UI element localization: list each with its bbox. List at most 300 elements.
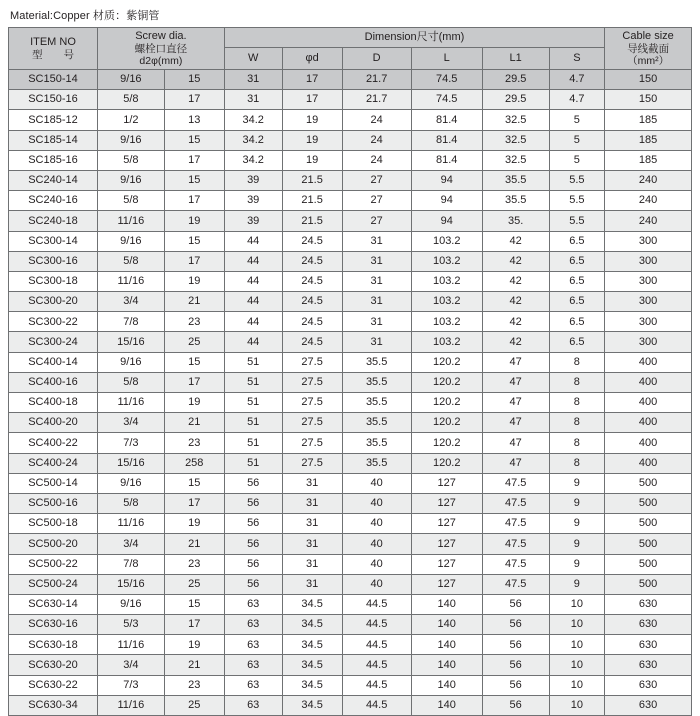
cell-item-no: SC400-18 [9,393,98,413]
cell-value: 47 [482,433,549,453]
cell-value: 27 [342,211,411,231]
cell-value: 630 [605,635,692,655]
header-item-no-en: ITEM NO [30,36,76,49]
cell-value: 56 [482,695,549,715]
cell-value: 6.5 [549,251,605,271]
cell-value: 47.5 [482,493,549,513]
table-row [9,292,692,312]
cell-value: 6.5 [549,271,605,291]
cell-value: 120.2 [411,453,482,473]
cell-value: 24 [342,150,411,170]
header-dimension: Dimension尺寸(mm) [224,28,604,48]
cell-value: 3/4 [97,534,164,554]
cell-value: 8 [549,413,605,433]
cell-item-no: SC300-20 [9,292,98,312]
table-row [9,655,692,675]
cell-value: 21 [164,534,224,554]
cell-value: 24.5 [282,292,342,312]
cell-value: 300 [605,332,692,352]
cell-value: 9/16 [97,130,164,150]
cell-value: 47.5 [482,514,549,534]
cell-value: 19 [164,211,224,231]
cell-value: 81.4 [411,150,482,170]
cell-value: 5 [549,130,605,150]
cell-value: 13 [164,110,224,130]
cell-value: 240 [605,191,692,211]
cell-value: 8 [549,453,605,473]
cell-value: 44.5 [342,635,411,655]
cell-value: 31 [282,514,342,534]
header-screw-cn: 螺栓口直径 [134,42,188,55]
cell-item-no: SC400-16 [9,372,98,392]
header-cable-en: Cable size [622,30,674,43]
cell-value: 15 [164,352,224,372]
cell-value: 500 [605,514,692,534]
cell-item-no: SC300-24 [9,332,98,352]
cell-value: 140 [411,675,482,695]
table-row [9,332,692,352]
cell-value: 17 [282,70,342,90]
cell-value: 24.5 [282,332,342,352]
cell-value: 103.2 [411,251,482,271]
cell-value: 17 [164,191,224,211]
cell-value: 5/8 [97,372,164,392]
cell-value: 5/8 [97,493,164,513]
cell-value: 51 [224,413,282,433]
cell-item-no: SC400-14 [9,352,98,372]
table-row [9,615,692,635]
header-col-phid: φd [282,48,342,70]
cell-value: 34.2 [224,110,282,130]
cell-value: 24.5 [282,271,342,291]
cell-value: 34.5 [282,675,342,695]
cell-value: 27.5 [282,393,342,413]
cell-value: 40 [342,473,411,493]
cell-value: 17 [164,90,224,110]
cell-item-no: SC185-16 [9,150,98,170]
cell-value: 9/16 [97,352,164,372]
cell-value: 21.5 [282,170,342,190]
cell-value: 9/16 [97,70,164,90]
cell-value: 6.5 [549,312,605,332]
table-row [9,312,692,332]
cell-value: 8 [549,352,605,372]
cell-value: 81.4 [411,110,482,130]
cell-value: 94 [411,211,482,231]
table-row [9,372,692,392]
cell-value: 74.5 [411,70,482,90]
cell-value: 630 [605,655,692,675]
cell-value: 5.5 [549,191,605,211]
material-line: Material:Copper 材质：紫铜管 [10,10,160,22]
cell-value: 44.5 [342,675,411,695]
cell-value: 56 [482,594,549,614]
cell-value: 17 [164,251,224,271]
cell-value: 27 [342,170,411,190]
cell-value: 31 [342,251,411,271]
cell-value: 40 [342,534,411,554]
cell-value: 9 [549,514,605,534]
cell-value: 9 [549,554,605,574]
cell-value: 63 [224,635,282,655]
header-col-w: W [224,48,282,70]
cell-value: 24.5 [282,251,342,271]
cell-value: 19 [282,110,342,130]
table-row [9,211,692,231]
cell-item-no: SC185-12 [9,110,98,130]
cell-value: 630 [605,675,692,695]
cell-value: 15 [164,170,224,190]
header-screw-en: Screw dia. [135,30,187,43]
cell-value: 500 [605,574,692,594]
cell-item-no: SC240-16 [9,191,98,211]
cell-value: 127 [411,534,482,554]
cell-value: 15 [164,594,224,614]
cell-value: 3/4 [97,655,164,675]
cell-value: 40 [342,574,411,594]
cell-value: 31 [224,90,282,110]
cell-value: 35.5 [342,453,411,473]
cell-value: 63 [224,655,282,675]
cell-value: 56 [224,514,282,534]
cell-value: 44 [224,332,282,352]
cell-value: 185 [605,150,692,170]
cell-item-no: SC630-22 [9,675,98,695]
cell-value: 47 [482,393,549,413]
cell-value: 31 [224,70,282,90]
cell-value: 15/16 [97,574,164,594]
cell-value: 140 [411,615,482,635]
cell-value: 9 [549,534,605,554]
cell-value: 500 [605,493,692,513]
cell-value: 630 [605,695,692,715]
cell-value: 258 [164,453,224,473]
cell-value: 25 [164,332,224,352]
table-body [9,70,692,716]
cell-item-no: SC400-24 [9,453,98,473]
table-row [9,493,692,513]
cell-value: 44 [224,312,282,332]
cell-value: 24.5 [282,231,342,251]
table-row [9,170,692,190]
cell-value: 56 [482,675,549,695]
cell-item-no: SC150-16 [9,90,98,110]
cell-value: 24 [342,130,411,150]
cell-value: 500 [605,534,692,554]
cell-value: 15 [164,130,224,150]
cell-item-no: SC400-22 [9,433,98,453]
cell-item-no: SC300-16 [9,251,98,271]
header-col-l: L [411,48,482,70]
cell-value: 500 [605,554,692,574]
cell-item-no: SC150-14 [9,70,98,90]
cell-value: 15 [164,231,224,251]
table-row [9,514,692,534]
cell-value: 17 [164,150,224,170]
cell-value: 630 [605,615,692,635]
header-item-no [9,28,98,70]
cell-value: 140 [411,655,482,675]
cell-value: 29.5 [482,90,549,110]
header-cable-size [605,28,692,70]
cell-item-no: SC300-14 [9,231,98,251]
cell-value: 240 [605,211,692,231]
cell-value: 15/16 [97,453,164,473]
cell-value: 35.5 [342,393,411,413]
cell-value: 5 [549,150,605,170]
cell-value: 27.5 [282,453,342,473]
cell-value: 7/8 [97,312,164,332]
cell-value: 63 [224,615,282,635]
cell-value: 6.5 [549,332,605,352]
header-cable-sub: （mm²） [627,54,670,67]
cell-item-no: SC400-20 [9,413,98,433]
cell-item-no: SC500-24 [9,574,98,594]
cell-value: 47 [482,453,549,473]
cell-value: 103.2 [411,231,482,251]
cell-value: 23 [164,312,224,332]
cell-value: 400 [605,372,692,392]
cell-value: 35.5 [482,170,549,190]
cell-value: 15 [164,70,224,90]
cell-value: 127 [411,574,482,594]
cell-value: 31 [342,292,411,312]
cell-value: 5.5 [549,211,605,231]
cell-value: 17 [282,90,342,110]
cell-value: 11/16 [97,211,164,231]
cell-value: 35.5 [342,433,411,453]
table-row [9,594,692,614]
cell-value: 42 [482,251,549,271]
cell-value: 4.7 [549,70,605,90]
cell-value: 400 [605,413,692,433]
cell-value: 19 [164,393,224,413]
cell-value: 127 [411,473,482,493]
cell-value: 103.2 [411,271,482,291]
cell-value: 47 [482,413,549,433]
cell-value: 9 [549,473,605,493]
cell-value: 6.5 [549,231,605,251]
header-col-d: D [342,48,411,70]
cell-value: 39 [224,170,282,190]
cell-value: 47.5 [482,574,549,594]
cell-item-no: SC185-14 [9,130,98,150]
cell-value: 44.5 [342,655,411,675]
cell-value: 150 [605,70,692,90]
cell-value: 15 [164,473,224,493]
header-row-top [9,28,692,48]
cell-value: 35. [482,211,549,231]
cell-value: 19 [164,635,224,655]
cell-value: 630 [605,594,692,614]
table-row [9,130,692,150]
cell-value: 63 [224,675,282,695]
cell-value: 40 [342,554,411,574]
cell-value: 5/8 [97,251,164,271]
specification-table [8,27,692,716]
cell-value: 42 [482,312,549,332]
cell-item-no: SC500-16 [9,493,98,513]
cell-value: 5/8 [97,191,164,211]
cell-value: 27.5 [282,352,342,372]
cell-value: 140 [411,594,482,614]
cell-value: 42 [482,292,549,312]
cell-value: 103.2 [411,292,482,312]
cell-value: 21 [164,413,224,433]
cell-value: 10 [549,635,605,655]
cell-value: 24.5 [282,312,342,332]
cell-value: 63 [224,695,282,715]
cell-value: 56 [482,615,549,635]
header-col-l1: L1 [482,48,549,70]
cell-value: 3/4 [97,413,164,433]
cell-value: 19 [282,130,342,150]
cell-item-no: SC500-20 [9,534,98,554]
cell-value: 5/8 [97,150,164,170]
cell-value: 32.5 [482,110,549,130]
cell-value: 31 [342,231,411,251]
cell-value: 120.2 [411,433,482,453]
cell-value: 21.5 [282,211,342,231]
table-row [9,70,692,90]
cell-value: 56 [224,574,282,594]
cell-value: 127 [411,493,482,513]
cell-value: 7/3 [97,433,164,453]
cell-value: 500 [605,473,692,493]
cell-value: 40 [342,514,411,534]
cell-value: 81.4 [411,130,482,150]
cell-value: 300 [605,251,692,271]
cell-value: 34.5 [282,615,342,635]
cell-value: 44 [224,271,282,291]
cell-value: 7/3 [97,675,164,695]
cell-value: 103.2 [411,312,482,332]
cell-value: 32.5 [482,150,549,170]
cell-value: 9/16 [97,170,164,190]
cell-value: 94 [411,170,482,190]
cell-value: 5 [549,110,605,130]
cell-value: 51 [224,453,282,473]
cell-value: 40 [342,493,411,513]
cell-value: 11/16 [97,695,164,715]
cell-value: 34.5 [282,635,342,655]
cell-value: 44.5 [342,594,411,614]
cell-value: 34.5 [282,594,342,614]
cell-value: 47.5 [482,554,549,574]
cell-value: 10 [549,655,605,675]
cell-value: 300 [605,231,692,251]
cell-value: 19 [164,271,224,291]
header-item-no-cn: 型 号 [31,48,74,61]
cell-value: 56 [224,473,282,493]
table-row [9,433,692,453]
cell-value: 140 [411,635,482,655]
cell-value: 21.5 [282,191,342,211]
cell-value: 103.2 [411,332,482,352]
cell-value: 44.5 [342,615,411,635]
cell-value: 120.2 [411,393,482,413]
cell-value: 21 [164,655,224,675]
cell-value: 27 [342,191,411,211]
cell-value: 47 [482,372,549,392]
cell-value: 9/16 [97,594,164,614]
cell-item-no: SC500-14 [9,473,98,493]
table-row [9,413,692,433]
cell-value: 5.5 [549,170,605,190]
cell-value: 120.2 [411,372,482,392]
cell-value: 4.7 [549,90,605,110]
cell-value: 51 [224,372,282,392]
cell-value: 5/3 [97,615,164,635]
table-row [9,191,692,211]
cell-value: 10 [549,615,605,635]
cell-value: 7/8 [97,554,164,574]
cell-value: 17 [164,372,224,392]
cell-value: 8 [549,393,605,413]
table-row [9,534,692,554]
table-row [9,695,692,715]
cell-item-no: SC630-18 [9,635,98,655]
header-cable-cn: 导线截面 [627,42,670,55]
cell-value: 127 [411,514,482,534]
cell-value: 25 [164,695,224,715]
cell-value: 300 [605,312,692,332]
cell-value: 56 [224,534,282,554]
cell-value: 6.5 [549,292,605,312]
cell-value: 127 [411,554,482,574]
cell-value: 44 [224,292,282,312]
cell-value: 300 [605,292,692,312]
cell-value: 63 [224,594,282,614]
cell-value: 51 [224,393,282,413]
cell-value: 29.5 [482,70,549,90]
cell-value: 34.5 [282,655,342,675]
cell-value: 31 [282,473,342,493]
cell-value: 44 [224,251,282,271]
cell-value: 23 [164,675,224,695]
cell-value: 27.5 [282,433,342,453]
cell-item-no: SC630-14 [9,594,98,614]
cell-value: 42 [482,332,549,352]
cell-value: 31 [342,271,411,291]
table-row [9,393,692,413]
cell-value: 39 [224,211,282,231]
cell-value: 3/4 [97,292,164,312]
cell-value: 35.5 [342,413,411,433]
table-row [9,231,692,251]
cell-value: 51 [224,352,282,372]
cell-item-no: SC500-22 [9,554,98,574]
cell-value: 27.5 [282,372,342,392]
cell-value: 11/16 [97,393,164,413]
table-row [9,473,692,493]
cell-value: 17 [164,615,224,635]
cell-value: 35.5 [482,191,549,211]
table-row [9,251,692,271]
cell-value: 31 [342,312,411,332]
cell-value: 56 [224,493,282,513]
cell-value: 31 [282,534,342,554]
cell-value: 35.5 [342,352,411,372]
header-col-s: S [549,48,605,70]
table-row [9,554,692,574]
cell-item-no: SC630-16 [9,615,98,635]
cell-value: 140 [411,695,482,715]
cell-value: 94 [411,191,482,211]
cell-value: 27.5 [282,413,342,433]
cell-value: 31 [342,332,411,352]
cell-value: 31 [282,493,342,513]
